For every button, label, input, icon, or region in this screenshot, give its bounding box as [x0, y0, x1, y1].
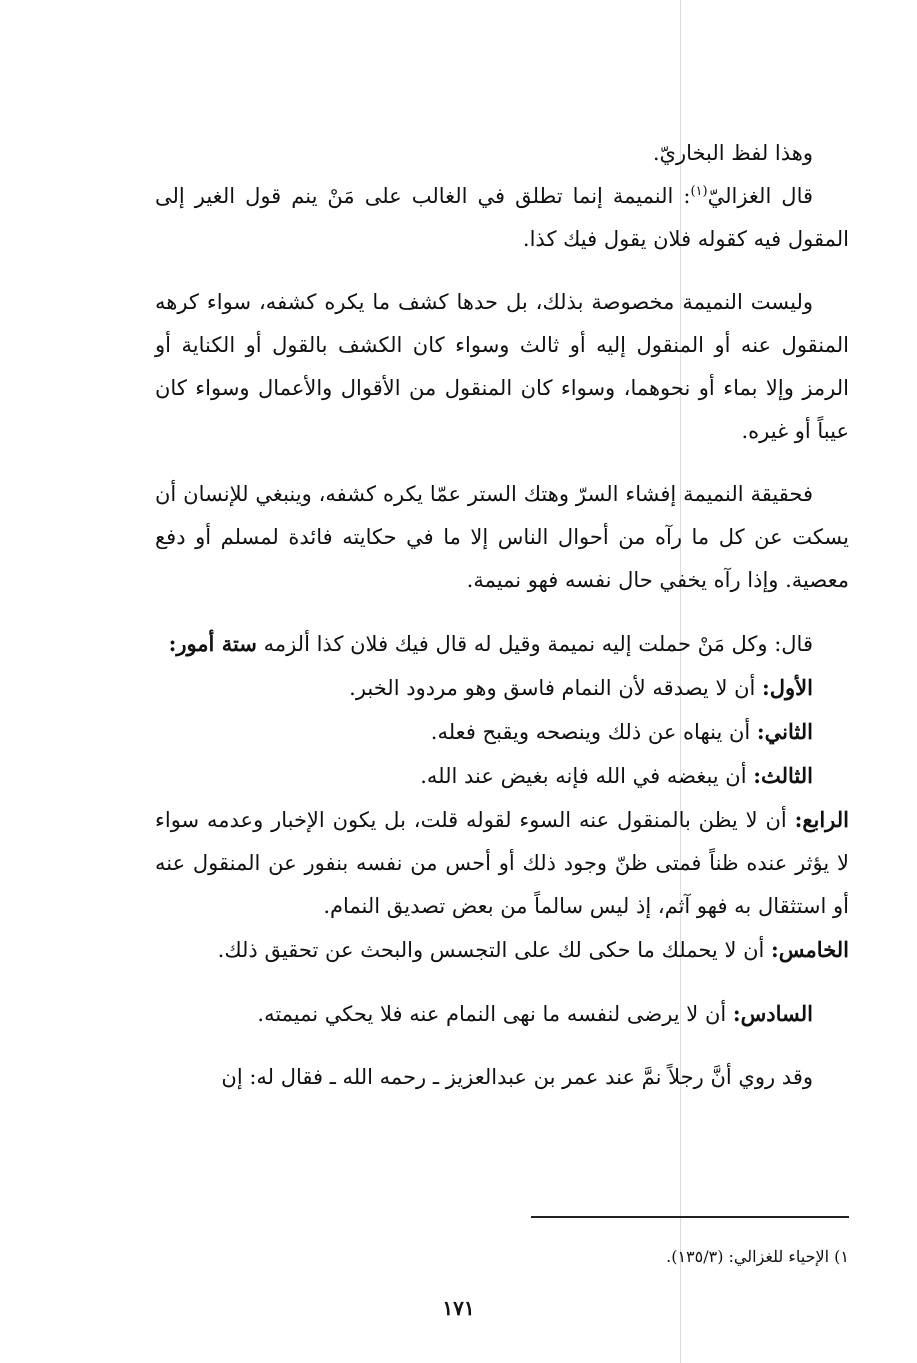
list-item-term: الثالث: — [753, 763, 813, 788]
list-item — [155, 754, 849, 798]
footnote — [155, 1244, 849, 1270]
list-item — [155, 928, 849, 972]
six-matters-lead: قال: وكل مَنْ حملت إليه نميمة وقيل له قال فيك فلان كذا ألزمه — [263, 632, 813, 656]
footnote-text: الإحياء للغزالي: (١٣٥/٣). — [666, 1247, 835, 1266]
footnote-separator — [531, 1216, 849, 1218]
page-number: ١٧١ — [442, 1296, 475, 1320]
list-item — [155, 992, 849, 1036]
paragraph-ghazali-lead: قال الغزاليّ — [707, 184, 814, 208]
list-item — [155, 666, 849, 710]
list-item-text: أن لا يحملك ما حكى لك على التجسس والبحث عن تحقيق ذلك. — [217, 938, 772, 962]
paragraph-essence: فحقيقة النميمة إفشاء السرّ وهتك الستر عمّا يكره كشفه، وينبغي للإنسان أن يسكت عن كل ما رآه من أحوال الناس إلا ما في حكايته فائدة لمسلم أو دفع معصية. وإذا رآه يخفي حال نفسه فهو نميمة. — [155, 482, 849, 592]
list-item — [155, 798, 849, 928]
list-item-term: الأول: — [762, 675, 813, 700]
list-item — [155, 710, 849, 754]
paragraph-bukhari: وهذا لفظ البخاريّ. — [652, 141, 813, 165]
paragraph-ghazali — [155, 175, 849, 261]
paragraph-umar-story: وقد روي أنَّ رجلاً نمَّ عند عمر بن عبدالعزيز ـ رحمه الله ـ فقال له: إن — [221, 1065, 813, 1089]
list-item-text: أن لا يصدقه لأن النمام فاسق وهو مردود الخبر. — [349, 676, 763, 700]
list-item-text: أن ينهاه عن ذلك وينصحه ويقبح فعله. — [430, 720, 757, 744]
list-item-term: الخامس: — [771, 937, 849, 962]
footnote-marker: (١) — [690, 184, 708, 199]
list-item-text: أن لا يظن بالمنقول عنه السوء لقوله قلت، بل يكون الإخبار وعدمه سواء لا يؤثر عنده ظناً فمتى ظنّ وجود ذلك أو أحس من نفسه بنفور عن المنقول عنه أو استثقال به فهو آثم، إذ ليس سالماً من بعض تصديق النمام. — [155, 808, 849, 918]
six-matters-bold: ستة أمور: — [168, 631, 257, 656]
list-item-text: أن يبغضه في الله فإنه بغيض عند الله. — [420, 764, 754, 788]
list-item-term: الثاني: — [756, 719, 813, 744]
list-item-term: السادس: — [732, 1001, 813, 1026]
paragraph-ghazali-rest: : النميمة إنما تطلق في الغالب على مَنْ ينم قول الغير إلى المقول فيه كقوله فلان يقول فيك كذا. — [155, 184, 849, 251]
footnote-number: ١) — [834, 1247, 849, 1266]
page-body — [155, 132, 849, 1119]
list-item-term: الرابع: — [794, 807, 849, 832]
paragraph-six-matters — [155, 622, 849, 666]
paragraph-definition: وليست النميمة مخصوصة بذلك، بل حدها كشف ما يكره كشفه، سواء كرهه المنقول عنه أو المنقول إليه أو ثالث وسواء كان الكشف بالقول أو الكناية أو الرمز وإلا بماء أو نحوهما، وسواء كان المنقول من الأقوال والأعمال وسواء كان عيباً أو غيره. — [155, 290, 849, 443]
matters-list — [155, 666, 849, 1036]
list-item-text: أن لا يرضى لنفسه ما نهى النمام عنه فلا يحكي نميمته. — [257, 1002, 733, 1026]
